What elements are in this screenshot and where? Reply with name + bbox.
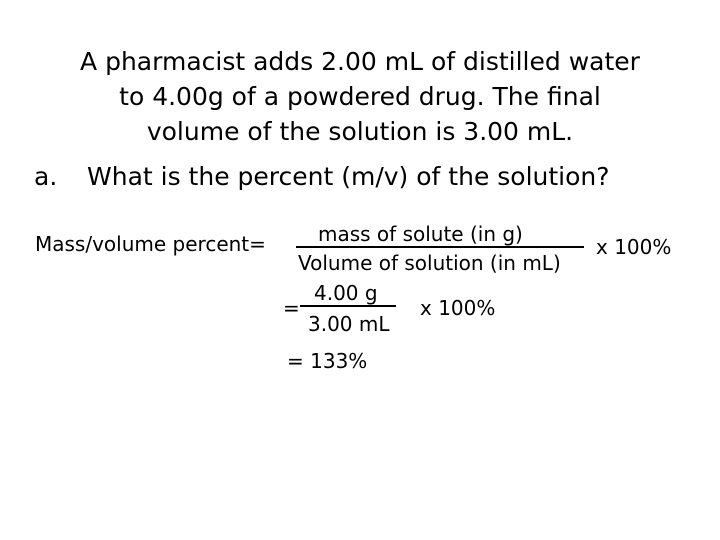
formula-numerator: mass of solute (in g) <box>318 222 523 246</box>
formula-fraction-bar <box>296 246 584 248</box>
problem-statement <box>0 44 720 149</box>
problem-line-1: A pharmacist adds 2.00 mL of distilled water <box>80 47 640 76</box>
question-text: What is the percent (m/v) of the solution? <box>87 162 610 191</box>
result-text: = 133% <box>287 349 368 373</box>
formula-label: Mass/volume percent= <box>35 232 266 256</box>
problem-line-2: to 4.00g of a powdered drug. The final <box>119 82 601 111</box>
substitution-equals: = <box>283 296 300 320</box>
question-letter: a. <box>34 162 58 191</box>
substitution-multiplier: x 100% <box>420 296 496 320</box>
formula-denominator: Volume of solution (in mL) <box>298 251 561 275</box>
formula-multiplier: x 100% <box>596 235 672 259</box>
substitution-denominator: 3.00 mL <box>308 312 390 336</box>
substitution-fraction-bar <box>300 305 396 307</box>
substitution-numerator: 4.00 g <box>314 281 378 305</box>
problem-line-3: volume of the solution is 3.00 mL. <box>146 117 574 146</box>
